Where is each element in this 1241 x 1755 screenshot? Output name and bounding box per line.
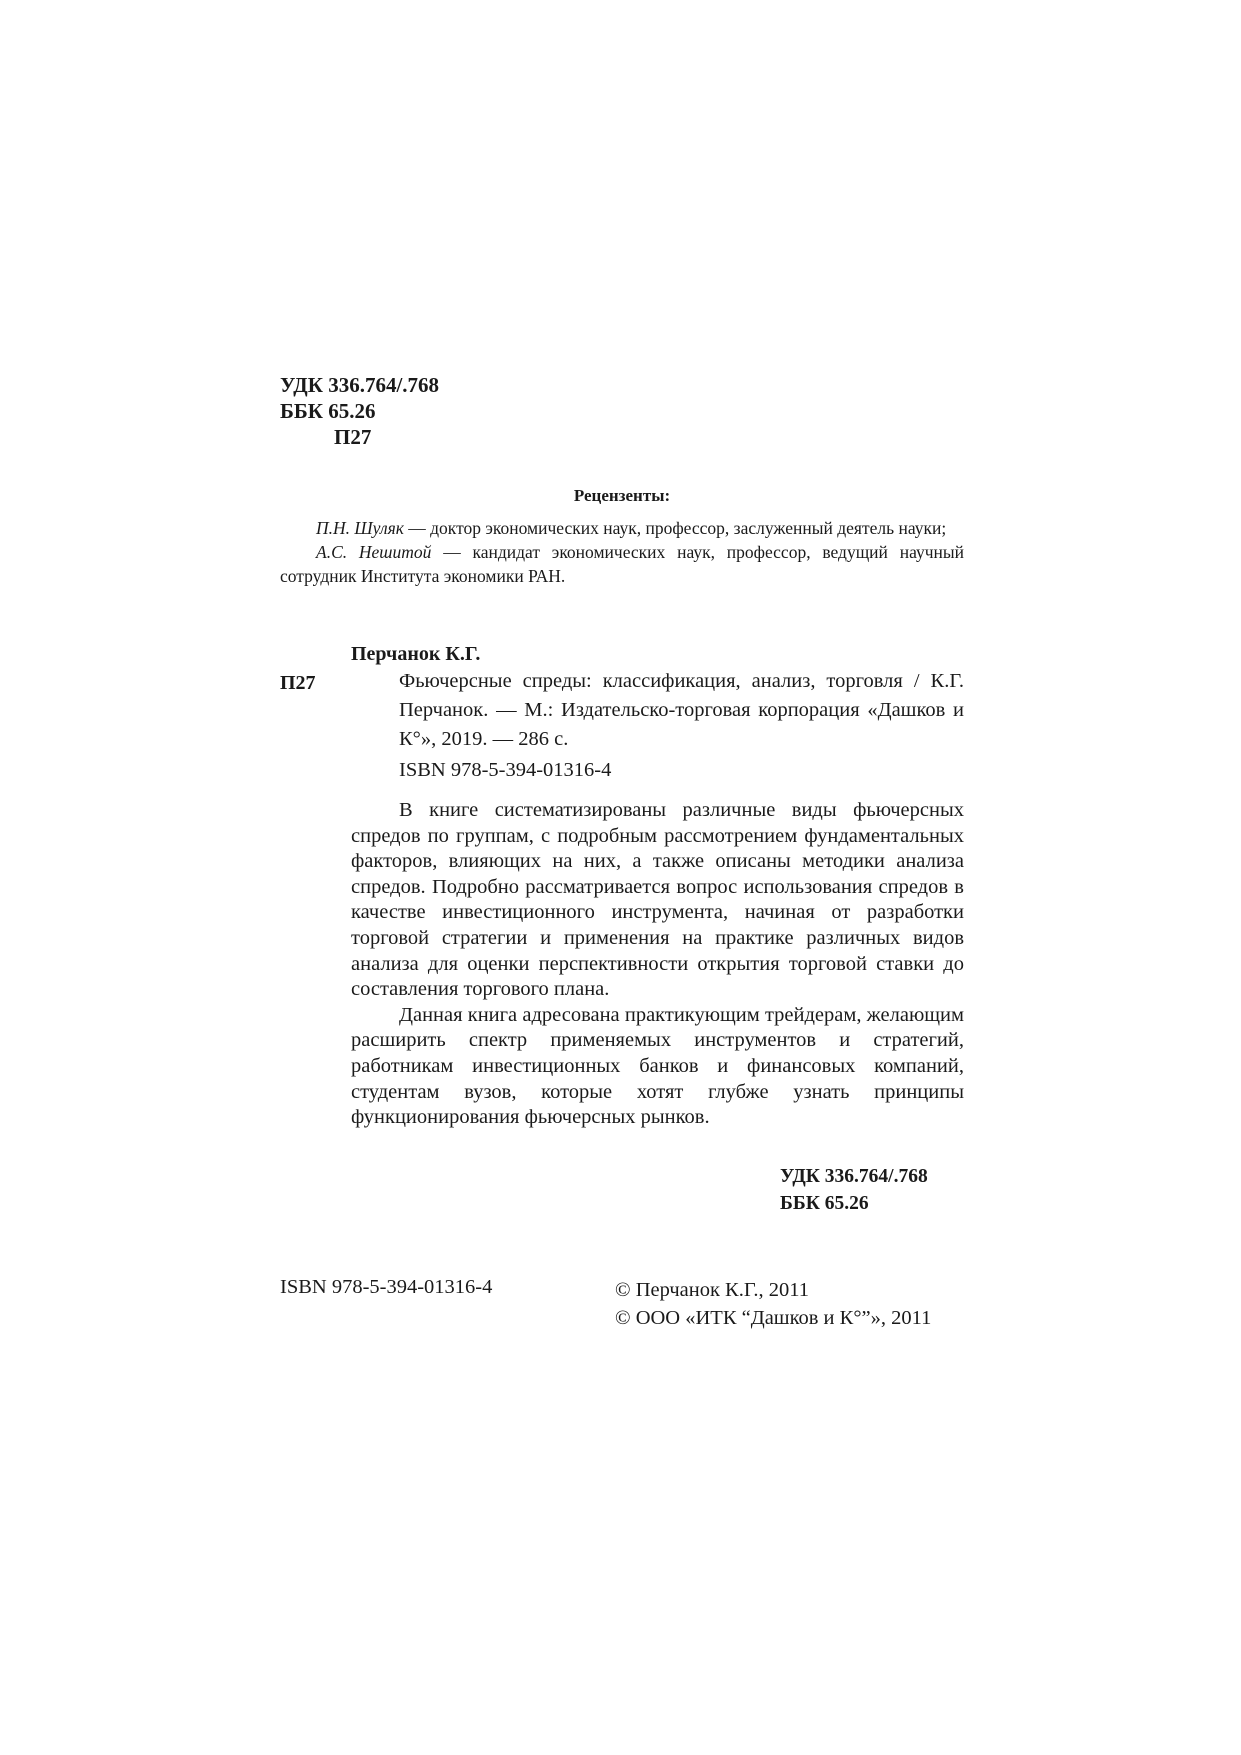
catalog-number: П27 <box>280 672 316 694</box>
classification-codes-bottom <box>780 1163 928 1217</box>
author-heading: Перчанок К.Г. <box>351 643 481 665</box>
reviewers-list <box>280 516 964 588</box>
udk-code: УДК 336.764/.768 <box>780 1166 928 1187</box>
copyright-publisher: © ООО «ИТК “Дашков и К°”», 2011 <box>615 1307 932 1329</box>
reviewers-heading: Рецензенты: <box>573 486 671 505</box>
annotation-paragraph: Данная книга адресована практикующим трейдерам, желающим расширить спектр применяемых инструментов и стратегий, работникам инвестиционных банков и финансовых компаний, студентам вузов, которые хотят глубже узнать принципы функционирования фьючерсных рынков. <box>351 1003 964 1129</box>
reviewer-item <box>280 516 964 540</box>
reviewer-name: А.С. Нешитой <box>316 542 432 562</box>
bbk-code: ББК 65.26 <box>780 1193 869 1214</box>
reviewer-name: П.Н. Шуляк <box>316 518 404 538</box>
copyright-block <box>615 1276 931 1332</box>
bbk-code: ББК 65.26 <box>280 399 376 423</box>
udk-code: УДК 336.764/.768 <box>280 373 440 397</box>
isbn-entry: ISBN 978-5-394-01316-4 <box>399 759 612 781</box>
isbn-footer: ISBN 978-5-394-01316-4 <box>280 1276 493 1298</box>
classification-codes <box>280 372 439 450</box>
copyright-author: © Перчанок К.Г., 2011 <box>615 1279 810 1301</box>
reviewer-desc: — доктор экономических наук, профессор, заслуженный деятель науки; <box>403 518 947 538</box>
biblio-text: Фьючерсные спреды: классификация, анализ, торговля / К.Г. Перчанок. — М.: Издательско-торговая корпорация «Дашков и К°», 2019. — 286 с. <box>399 670 964 750</box>
reviewer-item <box>280 540 964 588</box>
bibliographic-description <box>399 667 964 754</box>
annotation-paragraph: В книге систематизированы различные виды фьючерсных спредов по группам, с подробным рассмотрением фундаментальных факторов, влияющих на них, а также описаны методики анализа спредов. Подробно рассматривается вопрос использования спредов в качестве инвестиционного инструмента, начиная от разработки торговой стратегии и применения на практике различных видов анализа для оценки перспективности открытия торговой ставки до составления торгового плана. <box>351 799 964 1001</box>
author-mark: П27 <box>334 425 372 449</box>
reviewer-desc: — кандидат экономических наук, профессор, ведущий научный сотрудник Института экономики РАН. <box>280 542 964 586</box>
annotation <box>351 798 964 1131</box>
